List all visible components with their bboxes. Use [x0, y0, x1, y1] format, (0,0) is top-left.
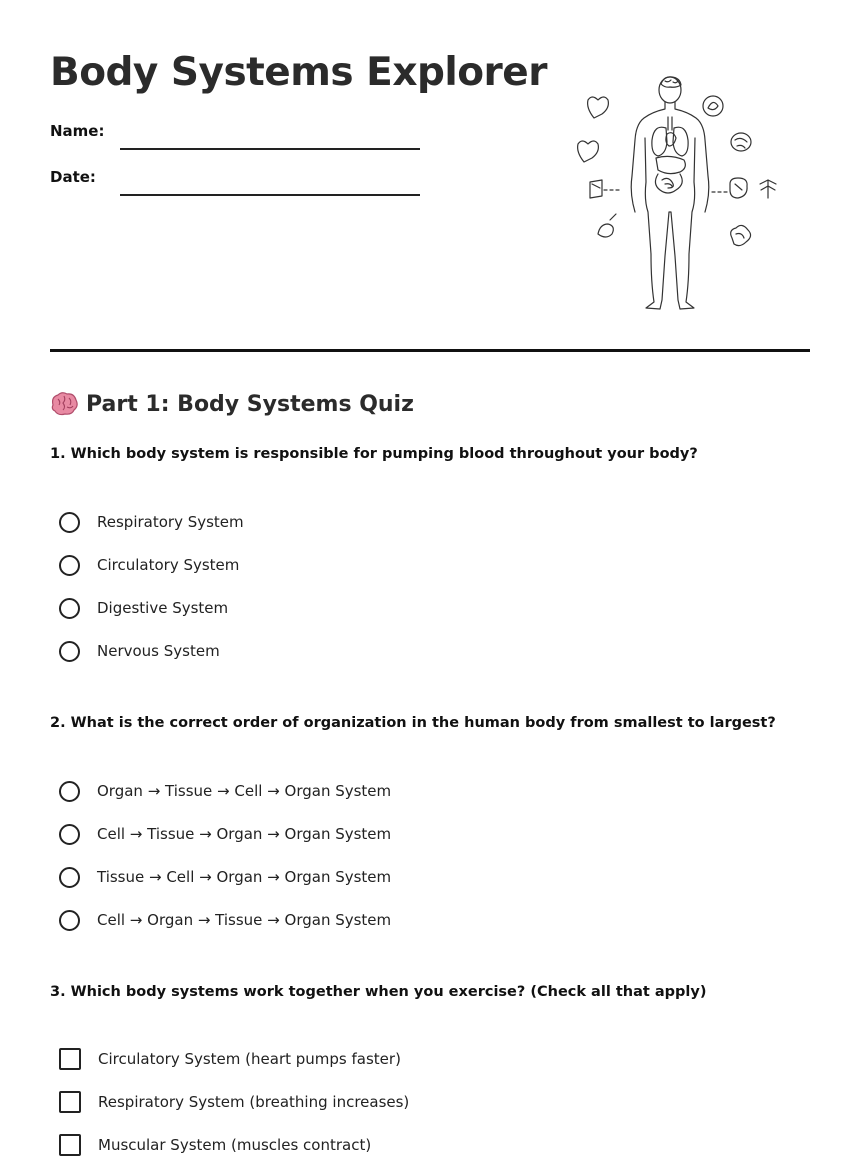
radio-button[interactable] [59, 512, 80, 533]
q3-option-3[interactable] [59, 1132, 371, 1158]
radio-button[interactable] [59, 641, 80, 662]
radio-button[interactable] [59, 910, 80, 931]
date-label: Date: [50, 168, 96, 186]
checkbox[interactable] [59, 1091, 81, 1113]
question-3: 3. Which body systems work together when you exercise? (Check all that apply) [50, 984, 707, 1000]
option-label: Cell → Organ → Tissue → Organ System [97, 911, 392, 929]
organ-icons [578, 96, 776, 246]
radio-button[interactable] [59, 598, 80, 619]
radio-button[interactable] [59, 824, 80, 845]
option-label: Respiratory System (breathing increases) [98, 1093, 410, 1111]
question-2: 2. What is the correct order of organization in the human body from smallest to largest? [50, 715, 776, 731]
part1-title: Part 1: Body Systems Quiz [86, 391, 414, 417]
option-label: Circulatory System [97, 556, 240, 574]
human-body-illustration [572, 72, 782, 317]
worksheet-title: Body Systems Explorer [50, 50, 547, 95]
radio-button[interactable] [59, 867, 80, 888]
option-label: Respiratory System [97, 513, 244, 531]
part1-heading [48, 390, 414, 418]
date-line[interactable] [120, 194, 420, 196]
q3-option-2[interactable] [59, 1089, 409, 1115]
option-label: Cell → Tissue → Organ → Organ System [97, 825, 392, 843]
checkbox[interactable] [59, 1134, 81, 1156]
q1-option-3[interactable] [59, 595, 228, 621]
question-1: 1. Which body system is responsible for pumping blood throughout your body? [50, 446, 698, 462]
option-label: Muscular System (muscles contract) [98, 1136, 372, 1154]
radio-button[interactable] [59, 781, 80, 802]
q2-option-3[interactable] [59, 864, 391, 890]
checkbox[interactable] [59, 1048, 81, 1070]
q1-option-2[interactable] [59, 552, 239, 578]
q2-option-2[interactable] [59, 821, 391, 847]
q3-option-1[interactable] [59, 1046, 401, 1072]
digestive-organs [655, 156, 685, 193]
date-field[interactable] [50, 168, 420, 186]
name-line[interactable] [120, 148, 420, 150]
option-label: Tissue → Cell → Organ → Organ System [97, 868, 392, 886]
q1-option-4[interactable] [59, 638, 220, 664]
brain-icon [48, 390, 80, 418]
option-label: Organ → Tissue → Cell → Organ System [97, 782, 392, 800]
name-field[interactable] [50, 122, 420, 140]
section-divider [50, 349, 810, 352]
q2-option-1[interactable] [59, 778, 391, 804]
q2-option-4[interactable] [59, 907, 391, 933]
lungs-organ [652, 117, 688, 156]
option-label: Circulatory System (heart pumps faster) [98, 1050, 401, 1068]
option-label: Digestive System [97, 599, 229, 617]
q1-option-1[interactable] [59, 509, 244, 535]
name-label: Name: [50, 122, 105, 140]
option-label: Nervous System [97, 642, 220, 660]
radio-button[interactable] [59, 555, 80, 576]
